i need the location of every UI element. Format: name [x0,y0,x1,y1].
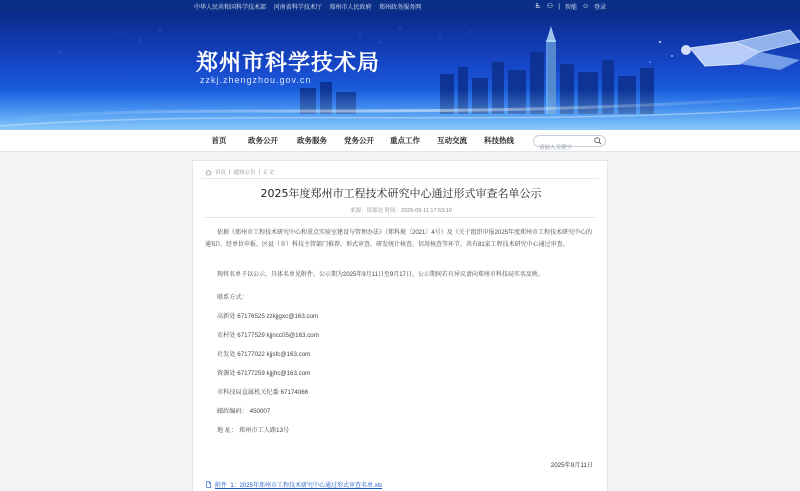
divider [201,178,599,179]
divider [205,217,595,218]
breadcrumb-home[interactable]: 首页 [215,170,227,176]
city-skyline-graphic [0,12,800,130]
main-nav [0,130,800,152]
site-banner [0,12,800,130]
accessibility-icon[interactable]: ♿ [534,3,542,10]
article-meta: 来源：资源处 时间：2025-09-11 17:53:10 [350,208,452,214]
nav-party-affairs[interactable]: 党务公开 [344,136,374,145]
login-link[interactable]: 登录 [593,5,606,11]
breadcrumb [205,168,274,176]
link-most[interactable]: 中华人民共和国科学技术部 [194,5,267,11]
divider: | [558,3,560,10]
contact-heading: 联系方式： [217,294,248,301]
address: 地 址： 郑州市工人路13号 [217,427,290,434]
home-icon [205,169,212,176]
nav-interaction[interactable]: 互动交流 [437,136,467,145]
nav-home[interactable]: 首页 [211,136,227,145]
contact-line: 社发处 67177022 kjjsfc@163.com [217,351,311,358]
article-paragraph: 依据《郑州市工程技术研究中心和重点实验室建设与管理办法》（郑科规〔2021〕4号）及《关于组织申报2025年度郑州市工程技术研究中心的通知》，经单位申报、区县（市）科技主管部门推荐、形式审查、研发统计核查、信用核查等环节，共有81家工程技术研究中心通过审查。 [205,230,593,248]
top-tools [534,2,606,11]
user-icon[interactable]: ☺ [581,3,590,10]
nav-gov-services[interactable]: 政务服务 [297,136,327,145]
attachment-label[interactable]: 附件_1：2025年郑州市工程技术研究中心通过形式审查名单.xls [215,483,383,489]
contact-line: 农村处 67177529 kjjncc05@163.com [217,332,319,339]
top-strip [0,0,800,12]
breadcrumb-separator: | [258,169,260,175]
article-paragraph: 现将名单予以公示，具体名单见附件。公示期为2025年9月11日至9月17日。公示期间若有异议请向郑州市科技局实名反映。 [217,272,544,278]
contact-line: 高新处 67176525 zzkjjgxc@163.com [217,313,319,320]
contact-line: 市科技局直属机关纪委 67174066 [217,389,309,396]
nav-key-work[interactable]: 重点工作 [390,136,420,145]
breadcrumb-notices[interactable]: 通知公告 [233,170,256,176]
elder-mode-link[interactable]: 智能 [564,5,577,11]
search-icon[interactable] [594,137,602,145]
file-icon [205,481,212,488]
breadcrumb-separator: | [229,169,231,175]
search-input[interactable] [534,143,589,153]
link-zhengzhou-gov[interactable]: 郑州市人民政府 [329,5,372,11]
article-title: 2025年度郑州市工程技术研究中心通过形式审查名单公示 [260,187,542,200]
attachment-link[interactable] [205,480,382,489]
site-domain: zzkj.zhengzhou.gov.cn [200,75,312,85]
postal-code: 邮政编码： 450007 [217,408,271,415]
search-box [533,135,606,147]
external-links [194,2,427,11]
nav-hotline[interactable]: 科技热线 [484,136,514,145]
sign-date: 2025年9月11日 [550,462,593,469]
link-henan-tech[interactable]: 河南省科学技术厅 [273,5,322,11]
article-panel [192,160,608,491]
breadcrumb-current: 正文 [262,170,274,176]
site-title: 郑州市科学技术局 [196,51,381,76]
elder-icon[interactable]: ⚇ [546,3,554,10]
contact-line: 资源处 67177259 kjjjhc@163.com [217,370,311,377]
nav-gov-affairs[interactable]: 政务公开 [248,136,278,145]
link-zhengzhou-services[interactable]: 郑州政务服务网 [379,5,422,11]
